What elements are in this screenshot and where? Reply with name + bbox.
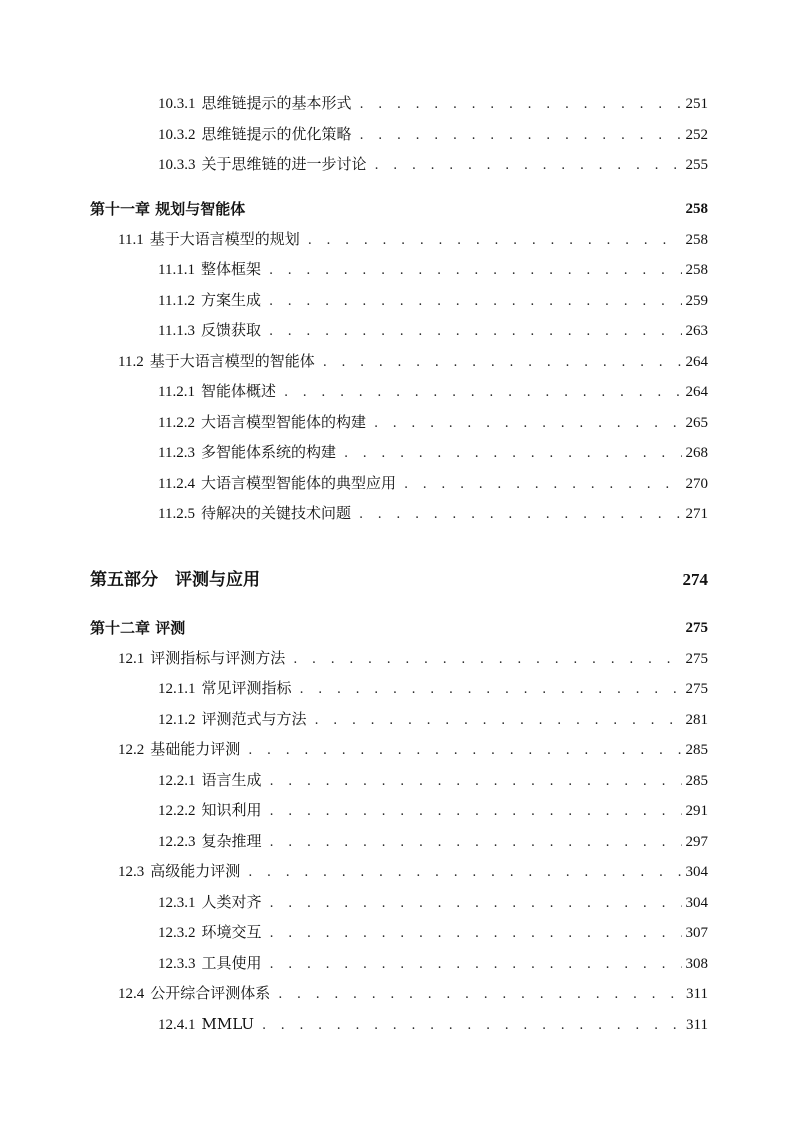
section-title: 基于大语言模型的智能体 bbox=[149, 351, 315, 370]
section-number: 12.3.3 bbox=[158, 955, 196, 972]
section-number: 11.1.3 bbox=[158, 323, 195, 339]
section-title: 大语言模型智能体的典型应用 bbox=[200, 473, 396, 492]
page-number: 252 bbox=[685, 126, 708, 143]
section-title: 语言生成 bbox=[201, 770, 262, 789]
toc-subsection-entry[interactable] bbox=[90, 149, 708, 180]
section-title: 人类对齐 bbox=[201, 892, 262, 911]
page-number: 270 bbox=[685, 475, 708, 492]
section-number: 12.3.1 bbox=[158, 894, 196, 911]
page-number: 264 bbox=[685, 384, 708, 400]
dot-leader bbox=[269, 317, 682, 348]
section-number: 11.1.2 bbox=[158, 292, 195, 309]
section-number: 12.3.2 bbox=[158, 925, 196, 941]
dot-leader bbox=[360, 90, 682, 121]
toc-subsection-entry[interactable] bbox=[90, 407, 708, 438]
table-of-contents bbox=[90, 88, 708, 1039]
section-title: 方案生成 bbox=[200, 290, 261, 309]
dot-leader bbox=[300, 675, 682, 706]
toc-subsection-entry[interactable] bbox=[90, 826, 708, 857]
spacer bbox=[90, 597, 708, 613]
dot-leader bbox=[284, 378, 682, 409]
toc-section-entry[interactable] bbox=[90, 978, 708, 1009]
dot-leader bbox=[344, 439, 682, 470]
section-number: 11.1 bbox=[118, 231, 144, 248]
section-number: 12.3 bbox=[118, 864, 145, 880]
dot-leader bbox=[315, 706, 682, 737]
page-number: 304 bbox=[685, 894, 708, 911]
dot-leader bbox=[308, 226, 682, 257]
section-number: 12.1.2 bbox=[158, 711, 196, 728]
dot-leader bbox=[374, 409, 682, 440]
page-number: 275 bbox=[685, 650, 708, 667]
page-number: 304 bbox=[685, 864, 708, 880]
section-title: 评测范式与方法 bbox=[201, 709, 307, 728]
section-number: 12.2.1 bbox=[158, 772, 196, 789]
dot-leader bbox=[262, 1011, 682, 1042]
page-number: 258 bbox=[685, 231, 708, 248]
page-number: 264 bbox=[685, 353, 708, 370]
section-title: 复杂推理 bbox=[201, 831, 262, 850]
section-number: 12.1.1 bbox=[158, 681, 196, 697]
section-title: 多智能体系统的构建 bbox=[200, 443, 336, 461]
section-number: 10.3.2 bbox=[158, 126, 196, 143]
section-title: 思维链提示的基本形式 bbox=[201, 94, 352, 112]
toc-subsection-entry[interactable] bbox=[90, 1009, 708, 1040]
section-number: 11.2.5 bbox=[158, 506, 195, 522]
dot-leader bbox=[359, 500, 682, 531]
section-title: MMLU bbox=[201, 1014, 254, 1033]
section-number: 11.2.1 bbox=[158, 384, 195, 400]
page-number: 255 bbox=[685, 157, 708, 173]
section-number: 11.2.2 bbox=[158, 414, 195, 431]
toc-subsection-entry[interactable] bbox=[90, 376, 708, 407]
dot-leader bbox=[270, 889, 682, 920]
section-number: 11.1.1 bbox=[158, 262, 195, 278]
section-number: 10.3.3 bbox=[158, 157, 196, 173]
page-number: 285 bbox=[685, 742, 708, 758]
dot-leader bbox=[270, 797, 682, 828]
dot-leader bbox=[248, 736, 681, 767]
page-number: 285 bbox=[685, 772, 708, 789]
toc-subsection-entry[interactable] bbox=[90, 88, 708, 119]
section-number: 12.2.3 bbox=[158, 833, 196, 850]
toc-subsection-entry[interactable] bbox=[90, 704, 708, 735]
section-title: 待解决的关键技术问题 bbox=[200, 504, 351, 522]
section-number: 11.2.4 bbox=[158, 475, 195, 492]
dot-leader bbox=[270, 767, 682, 798]
dot-leader bbox=[269, 256, 682, 287]
toc-subsection-entry[interactable] bbox=[90, 437, 708, 468]
section-number: 10.3.1 bbox=[158, 96, 196, 112]
section-title: 环境交互 bbox=[201, 923, 262, 941]
toc-subsection-entry[interactable] bbox=[90, 254, 708, 285]
section-number: 12.2 bbox=[118, 742, 145, 758]
toc-section-entry[interactable] bbox=[90, 643, 708, 674]
page-number: 258 bbox=[685, 262, 708, 278]
toc-part-entry[interactable] bbox=[90, 563, 708, 597]
toc-subsection-entry[interactable] bbox=[90, 498, 708, 529]
spacer bbox=[90, 180, 708, 194]
section-title: 整体框架 bbox=[200, 260, 261, 278]
dot-leader bbox=[269, 287, 682, 318]
page-number: 265 bbox=[685, 414, 708, 431]
page-number: 275 bbox=[685, 681, 708, 697]
page-number: 311 bbox=[686, 1016, 708, 1033]
section-title: 常见评测指标 bbox=[201, 679, 292, 697]
toc-section-entry[interactable] bbox=[90, 224, 708, 255]
dot-leader bbox=[360, 121, 682, 152]
section-number: 12.1 bbox=[118, 650, 145, 667]
section-title: 思维链提示的优化策略 bbox=[201, 124, 352, 143]
dot-leader bbox=[270, 919, 682, 950]
dot-leader bbox=[270, 828, 682, 859]
toc-subsection-entry[interactable] bbox=[90, 315, 708, 346]
section-title: 工具使用 bbox=[201, 953, 262, 972]
toc-section-entry[interactable] bbox=[90, 346, 708, 377]
section-title: 公开综合评测体系 bbox=[150, 984, 271, 1002]
section-title: 基础能力评测 bbox=[150, 740, 241, 758]
page-number: 311 bbox=[686, 986, 708, 1002]
section-title: 评测指标与评测方法 bbox=[150, 648, 286, 667]
page-number: 308 bbox=[685, 955, 708, 972]
chapter-title: 第十二章 评测 bbox=[90, 618, 186, 637]
toc-subsection-entry[interactable] bbox=[90, 285, 708, 316]
toc-subsection-entry[interactable] bbox=[90, 887, 708, 918]
toc-chapter-entry[interactable] bbox=[90, 194, 708, 224]
dot-leader bbox=[278, 980, 682, 1011]
toc-chapter-entry[interactable] bbox=[90, 613, 708, 643]
toc-subsection-entry[interactable] bbox=[90, 765, 708, 796]
part-title: 第五部分 评测与应用 bbox=[90, 569, 260, 590]
dot-leader bbox=[293, 645, 681, 676]
toc-subsection-entry[interactable] bbox=[90, 795, 708, 826]
page-number: 291 bbox=[685, 803, 708, 819]
section-title: 反馈获取 bbox=[200, 321, 261, 339]
toc-subsection-entry[interactable] bbox=[90, 917, 708, 948]
page-number: 271 bbox=[685, 506, 708, 522]
section-title: 知识利用 bbox=[201, 801, 262, 819]
toc-section-entry[interactable] bbox=[90, 734, 708, 765]
section-number: 12.4.1 bbox=[158, 1016, 196, 1033]
toc-subsection-entry[interactable] bbox=[90, 673, 708, 704]
page-number: 274 bbox=[682, 569, 708, 589]
page-number: 263 bbox=[685, 323, 708, 339]
page-number: 281 bbox=[685, 711, 708, 728]
dot-leader bbox=[404, 470, 682, 501]
dot-leader bbox=[270, 950, 682, 981]
page-number: 251 bbox=[685, 96, 708, 112]
spacer bbox=[90, 529, 708, 563]
section-number: 12.4 bbox=[118, 986, 145, 1002]
section-number: 11.2 bbox=[118, 353, 144, 370]
page-number: 297 bbox=[685, 833, 708, 850]
page-number: 258 bbox=[685, 200, 708, 217]
section-title: 大语言模型智能体的构建 bbox=[200, 412, 366, 431]
section-number: 11.2.3 bbox=[158, 445, 195, 461]
section-title: 智能体概述 bbox=[200, 382, 276, 400]
section-number: 12.2.2 bbox=[158, 803, 196, 819]
page-number: 268 bbox=[685, 445, 708, 461]
dot-leader bbox=[248, 858, 681, 889]
page-number: 259 bbox=[685, 292, 708, 309]
toc-section-entry[interactable] bbox=[90, 856, 708, 887]
toc-subsection-entry[interactable] bbox=[90, 119, 708, 150]
section-title: 基于大语言模型的规划 bbox=[149, 229, 300, 248]
dot-leader bbox=[323, 348, 682, 379]
section-title: 关于思维链的进一步讨论 bbox=[201, 155, 367, 173]
page-number: 275 bbox=[685, 619, 708, 636]
toc-subsection-entry[interactable] bbox=[90, 468, 708, 499]
chapter-title: 第十一章 规划与智能体 bbox=[90, 199, 246, 218]
toc-subsection-entry[interactable] bbox=[90, 948, 708, 979]
section-title: 高级能力评测 bbox=[150, 862, 241, 880]
dot-leader bbox=[375, 151, 682, 182]
page-number: 307 bbox=[685, 925, 708, 941]
